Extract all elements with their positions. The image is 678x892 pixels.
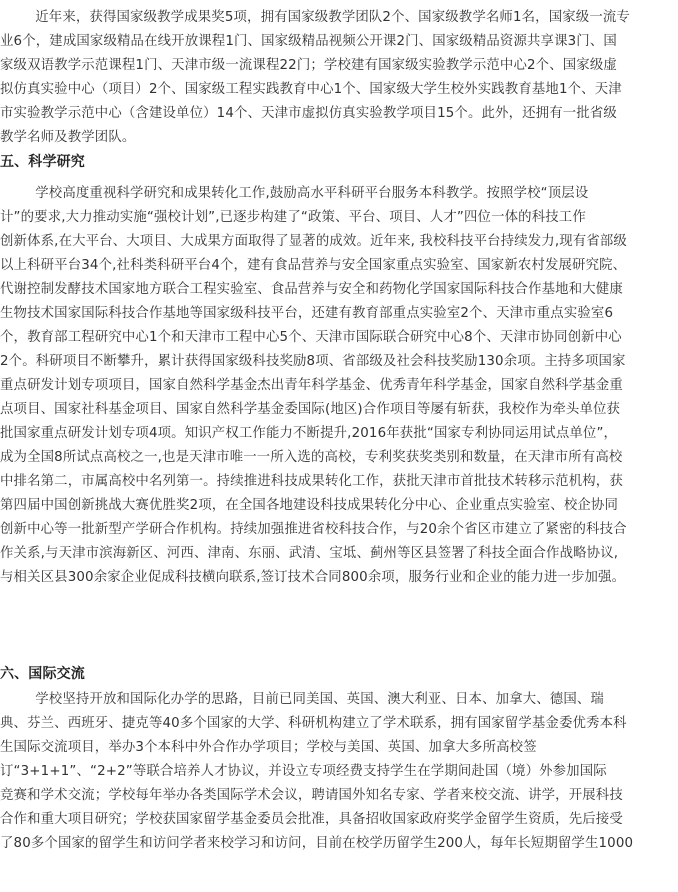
paragraph-line: 作关系,与天津市滨海新区、河西、津南、东丽、武清、宝坻、蓟州等区县签署了科技全面合作战略协议, [0,546,619,561]
paragraph-line: 典、芬兰、西班牙、捷克等40多个国家的大学、科研机构建立了学术联系，拥有国家留学基金委优秀本科 [0,716,627,731]
paragraph-line: 成为全国8所试点高校之一,也是天津市唯一一所入选的高校，专利奖获奖类别和数量，在天津市所有高校 [0,450,623,465]
paragraph-line: 学校高度重视科学研究和成果转化工作,鼓励高水平科研平台服务本科教学。按照学校“顶层设 [0,186,589,201]
paragraph-line: 市实验教学示范中心（含建设单位）14个、天津市虚拟仿真实验教学项目15个。此外，还拥有一批省级 [0,106,617,121]
paragraph-line: 生国际交流项目，举办3个本科中外合作办学项目；学校与美国、英国、加拿大多所高校签 [0,740,537,755]
paragraph-line: 个，教育部工程研究中心1个和天津市工程中心5个、天津市国际联合研究中心8个、天津市协同创新中心 [0,330,622,345]
section-heading-research: 五、科学研究 [0,154,85,170]
paragraph-line: 生物技术国家国际科技合作基地等国家级科技平台，还建有教育部重点实验室2个、天津市重点实验室6 [0,306,614,321]
paragraph-line: 教学名师及教学团队。 [0,130,136,145]
paragraph-line: 第四届中国创新挑战大赛优胜奖2项，在全国各地建设科技成果转化分中心、企业重点实验室、校企协同 [0,498,618,513]
paragraph-line: 了80多个国家的留学生和访问学者来校学习和访问，目前在校学历留学生200人，每年长短期留学生1000 [0,836,634,851]
paragraph-line: 与相关区县300余家企业促成科技横向联系,签订技术合同800余项，服务行业和企业的能力进一步加强。 [0,570,626,585]
section-heading-international: 六、国际交流 [0,666,85,682]
paragraph-line: 批国家重点研发计划专项4项。知识产权工作能力不断提升,2016年获批“国家专利协同运用试点单位”， [0,426,618,441]
paragraph-line: 重点研发计划专项项目，国家自然科学基金杰出青年科学基金、优秀青年科学基金，国家自然科学基金重 [0,378,623,393]
paragraph-line: 以上科研平台34个,社科类科研平台4个，建有食品营养与安全国家重点实验室、国家新农村发展研究院、 [0,258,627,273]
paragraph-line: 拟仿真实验中心（项目）2个、国家级工程实践教育中心1个、国家级大学生校外实践教育基地1个、天津 [0,82,622,97]
paragraph-line: 订“3+1+1”、“2+2”等联合培养人才协议，并设立专项经费支持学生在学期间赴国（境）外参加国际 [0,764,607,779]
paragraph-line: 计”的要求,大力推动实施“强校计划”,已逐步构建了“政策、平台、项目、人才”四位一体的科技工作 [0,210,586,225]
paragraph-line: 竞赛和学术交流；学校每年举办各类国际学术会议，聘请国外知名专家、学者来校交流、讲学，开展科技 [0,788,623,803]
paragraph-line: 2个。科研项目不断攀升，累计获得国家级科技奖励8项、省部级及社会科技奖励130余项。主持多项国家 [0,354,626,369]
paragraph-line: 合作和重大项目研究；学校获国家留学基金委员会批准，具备招收国家政府奖学金留学生资质，先后接受 [0,812,623,827]
paragraph-line: 代谢控制发酵技术国家地方联合工程实验室、食品营养与安全和药物化学国家国际科技合作基地和大健康 [0,282,623,297]
paragraph-line: 业6个，建成国家级精品在线开放课程1门、国家级精品视频公开课2门、国家级精品资源共享课3门、国 [0,34,617,49]
paragraph-line: 中排名第二，市属高校中名列第一。持续推进科技成果转化工作，获批天津市首批技术转移示范机构，获 [0,474,623,489]
paragraph-line: 创新中心等一批新型产学研合作机构。持续加强推进省校科技合作，与20余个省区市建立了紧密的科技合 [0,522,627,537]
paragraph-line: 近年来，获得国家级教学成果奖5项，拥有国家级教学团队2个、国家级教学名师1名，国家级一流专 [0,10,630,25]
paragraph-line: 家级双语教学示范课程1门、天津市级一流课程22门；学校建有国家级实验教学示范中心2个、国家级虚 [0,58,617,73]
paragraph-line: 学校坚持开放和国际化办学的思路，目前已同美国、英国、澳大利亚、日本、加拿大、德国、瑞 [0,692,604,707]
paragraph-line: 点项目、国家社科基金项目、国家自然科学基金委国际(地区)合作项目等屡有斩获，我校作为牵头单位获 [0,402,621,417]
paragraph-line: 创新体系,在大平台、大项目、大成果方面取得了显著的成效。近年来, 我校科技平台持续发力,现有省部级 [0,234,627,249]
